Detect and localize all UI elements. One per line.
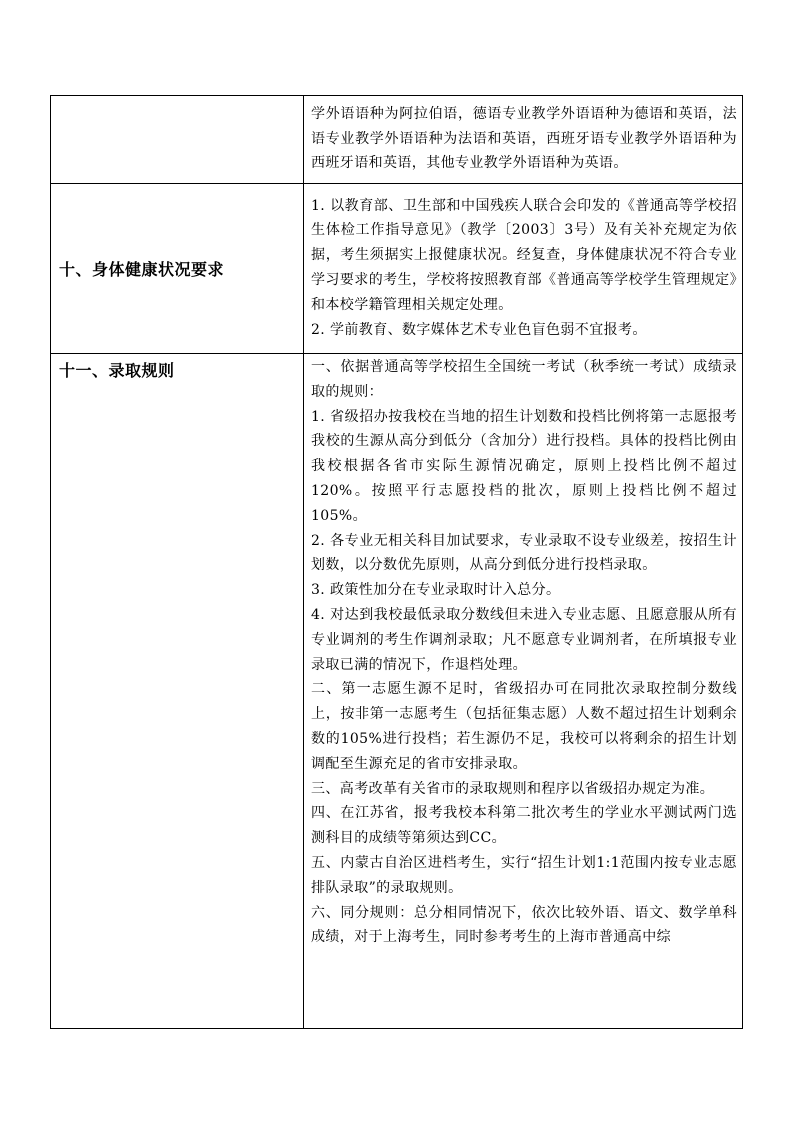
content-paragraph: 三、高考改革有关省市的录取规则和程序以省级招办规定为准。 <box>311 780 715 797</box>
content-paragraph: 4. 对达到我校最低录取分数线但未进入专业志愿、且愿意服从所有专业调剂的考生作调剂录取；凡不愿意专业调剂者，在所填报专业录取已满的情况下，作退档处理。 <box>311 606 737 673</box>
content-paragraph: 学外语语种为阿拉伯语，德语专业教学外语语种为德语和英语，法语专业教学外语语种为法语和英语，西班牙语专业教学外语语种为西班牙语和英语，其他专业教学外语语种为英语。 <box>311 105 737 172</box>
admission-rules-label: 十一、录取规则 <box>51 354 304 1029</box>
content-paragraph: 六、同分规则：总分相同情况下，依次比较外语、语文、数学单科成绩，对于上海考生，同时参考考生的上海市普通高中综 <box>311 904 737 946</box>
content-paragraph: 3. 政策性加分在专业录取时计入总分。 <box>311 582 561 599</box>
content-paragraph: 四、在江苏省，报考我校本科第二批次考生的学业水平测试两门选测科目的成绩等第须达到CC。 <box>311 805 737 847</box>
table-row <box>51 184 743 354</box>
health-requirements-label: 十、身体健康状况要求 <box>51 184 304 354</box>
foreign-language-content-cell <box>304 96 743 184</box>
health-requirements-content-cell <box>304 184 743 354</box>
table-row <box>51 96 743 184</box>
content-paragraph: 2. 各专业无相关科目加试要求，专业录取不设专业级差，按招生计划数，以分数优先原则，从高分到低分进行投档录取。 <box>311 532 737 574</box>
content-paragraph: 五、内蒙古自治区进档考生，实行“招生计划1:1范围内按专业志愿排队录取”的录取规则。 <box>311 854 737 896</box>
content-paragraph: 二、第一志愿生源不足时，省级招办可在同批次录取控制分数线上，按非第一志愿考生（包括征集志愿）人数不超过招生计划剩余数的105%进行投档；若生源仍不足，我校可以将剩余的招生计划调配至生源充足的省市安排录取。 <box>311 681 737 772</box>
admission-rules-table <box>50 95 743 1029</box>
table-row <box>51 354 743 1029</box>
content-paragraph: 1. 以教育部、卫生部和中国残疾人联合会印发的《普通高等学校招生体检工作指导意见》（教学〔2003〕3号）及有关补充规定为依据，考生须据实上报健康状况。经复查，身体健康状况不符合专业学习要求的考生，学校将按照教育部《普通高等学校学生管理规定》和本校学籍管理相关规定处理。 <box>311 197 737 313</box>
content-paragraph: 一、依据普通高等学校招生全国统一考试（秋季统一考试）成绩录取的规则： <box>311 359 737 400</box>
admission-rules-content-cell <box>304 354 743 1029</box>
content-paragraph: 2. 学前教育、数字媒体艺术专业色盲色弱不宜报考。 <box>311 321 647 338</box>
content-paragraph: 1. 省级招办按我校在当地的招生计划数和投档比例将第一志愿报考我校的生源从高分到低分（含加分）进行投档。具体的投档比例由我校根据各省市实际生源情况确定，原则上投档比例不超过120%。按照平行志愿投档的批次，原则上投档比例不超过105%。 <box>311 408 737 524</box>
row-label-empty <box>51 96 304 184</box>
